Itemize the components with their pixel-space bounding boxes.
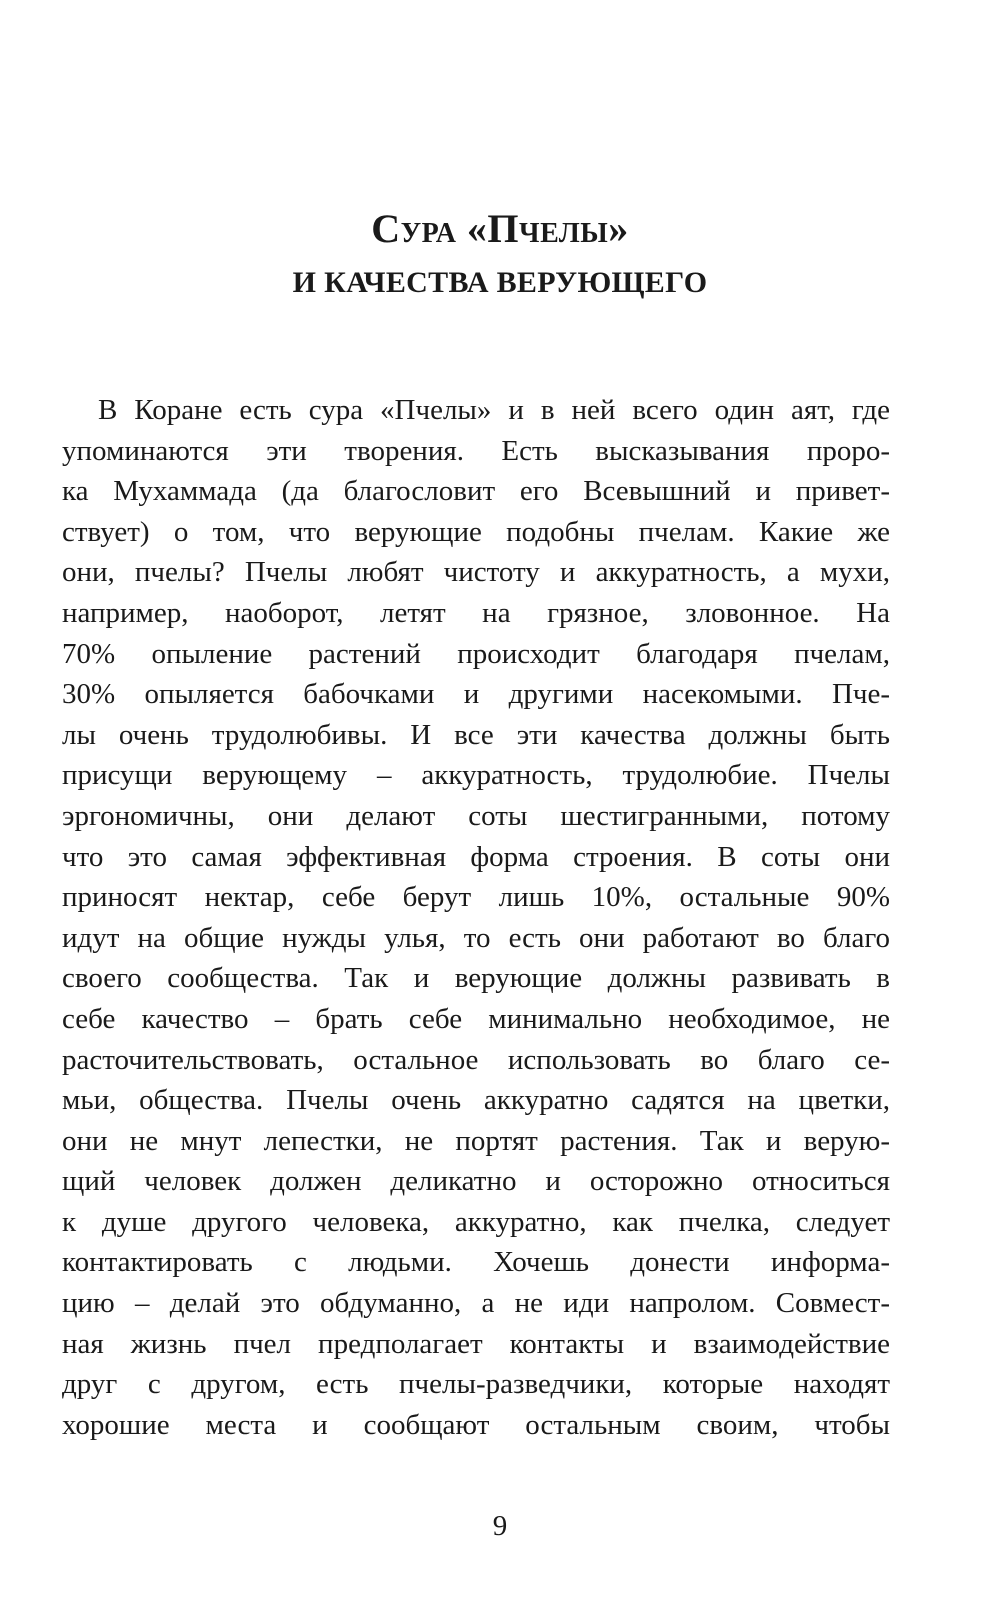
text-line: идут на общие нужды улья, то есть они работают во благо <box>62 921 890 954</box>
chapter-subtitle: И КАЧЕСТВА ВЕРУЮЩЕГО <box>292 266 708 299</box>
body-paragraph <box>62 390 890 1445</box>
text-line: ка Мухаммада (да благословит его Всевышний и привет- <box>62 475 890 508</box>
text-line: мьи, общества. Пчелы очень аккуратно садятся на цветки, <box>62 1084 890 1117</box>
text-line: приносят нектар, себе берут лишь 10%, остальные 90% <box>62 881 890 914</box>
text-line: себе качество – брать себе минимально необходимое, не <box>62 1002 890 1035</box>
text-line: присущи верующему – аккуратность, трудолюбие. Пчелы <box>62 759 890 792</box>
chapter-title: Сура «Пчелы» <box>371 206 629 251</box>
page-number: 9 <box>492 1510 508 1542</box>
text-line: расточительствовать, остальное использовать во благо се- <box>62 1043 890 1076</box>
text-line: В Коране есть сура «Пчелы» и в ней всего один аят, где <box>98 394 890 426</box>
text-line: лы очень трудолюбивы. И все эти качества должны быть <box>62 718 890 751</box>
text-line: эргономичны, они делают соты шестигранными, потому <box>62 799 890 832</box>
text-line: щий человек должен деликатно и осторожно относиться <box>62 1165 890 1198</box>
text-line: они не мнут лепестки, не портят растения. Так и верую- <box>62 1124 890 1157</box>
text-line: 30% опыляется бабочками и другими насекомыми. Пче- <box>62 678 890 711</box>
text-line: упоминаются эти творения. Есть высказывания проро- <box>62 434 890 467</box>
text-line: своего сообщества. Так и верующие должны развивать в <box>62 962 890 995</box>
text-line: 70% опыление растений происходит благодаря пчелам, <box>62 637 890 670</box>
text-line: ствует) о том, что верующие подобны пчелам. Какие же <box>62 515 890 548</box>
text-line: хорошие места и сообщают остальным своим, чтобы <box>62 1408 890 1441</box>
text-line: к душе другого человека, аккуратно, как пчелка, следует <box>62 1205 890 1238</box>
text-line: друг с другом, есть пчелы-разведчики, которые находят <box>62 1368 890 1401</box>
text-line: они, пчелы? Пчелы любят чистоту и аккуратность, а мухи, <box>62 556 890 589</box>
text-line: ная жизнь пчел предполагает контакты и взаимодействие <box>62 1327 890 1360</box>
text-line: например, наоборот, летят на грязное, зловонное. На <box>62 596 890 629</box>
text-line: цию – делай это обдуманно, а не иди напролом. Совмест- <box>62 1287 890 1320</box>
text-line: контактировать с людьми. Хочешь донести информа- <box>62 1246 890 1279</box>
text-line: что это самая эффективная форма строения. В соты они <box>62 840 890 873</box>
